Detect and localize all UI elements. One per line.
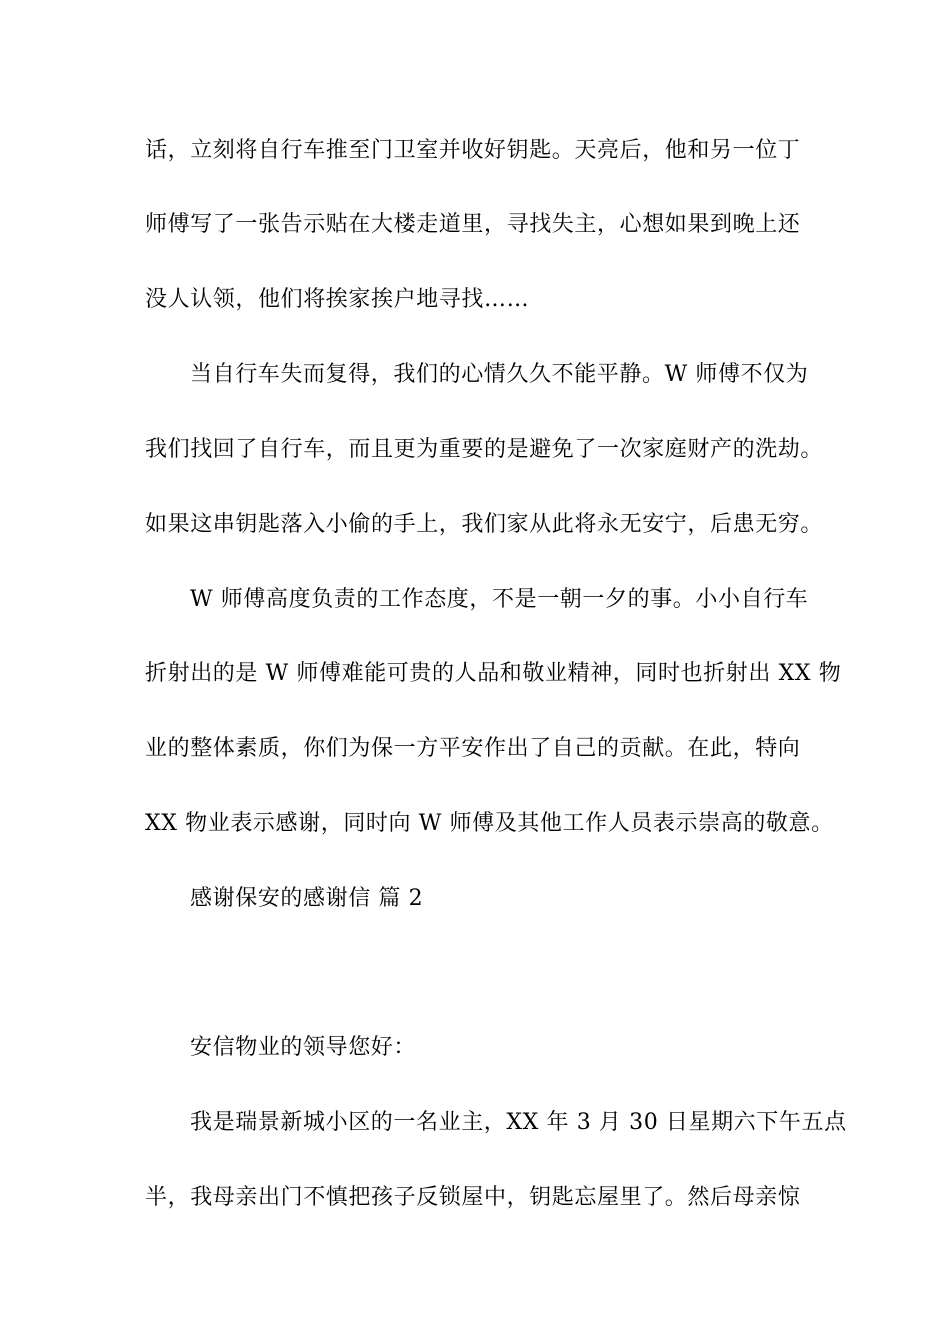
paragraph-line: 当自行车失而复得，我们的心情久久不能平静。W 师傅不仅为 [190, 362, 809, 387]
paragraph-line: 师傅写了一张告示贴在大楼走道里，寻找失主，心想如果到晚上还 [145, 212, 801, 237]
paragraph-line: 半，我母亲出门不慎把孩子反锁屋中，钥匙忘屋里了。然后母亲惊 [145, 1185, 801, 1210]
paragraph-line: 业的整体素质，你们为保一方平安作出了自己的贡献。在此，特向 [145, 736, 801, 761]
paragraph-line: 没人认领，他们将挨家挨户地寻找…… [145, 287, 530, 312]
paragraph-line: 折射出的是 W 师傅难能可贵的人品和敬业精神，同时也折射出 XX 物 [145, 661, 842, 686]
letter-salutation: 安信物业的领导您好： [190, 1035, 417, 1060]
paragraph-line: W 师傅高度负责的工作态度，不是一朝一夕的事。小小自行车 [190, 587, 809, 612]
paragraph-line: 话，立刻将自行车推至门卫室并收好钥匙。天亮后，他和另一位丁 [145, 138, 801, 163]
paragraph-line: XX 物业表示感谢，同时向 W 师傅及其他工作人员表示崇高的敬意。 [145, 811, 834, 836]
paragraph-line: 我是瑞景新城小区的一名业主，XX 年 3 月 30 日星期六下午五点 [190, 1110, 847, 1135]
paragraph-line: 我们找回了自行车，而且更为重要的是避免了一次家庭财产的洗劫。 [145, 437, 824, 462]
paragraph-line: 如果这串钥匙落入小偷的手上，我们家从此将永无安宁，后患无穷。 [145, 512, 824, 537]
section-heading: 感谢保安的感谢信 篇 2 [190, 886, 424, 911]
